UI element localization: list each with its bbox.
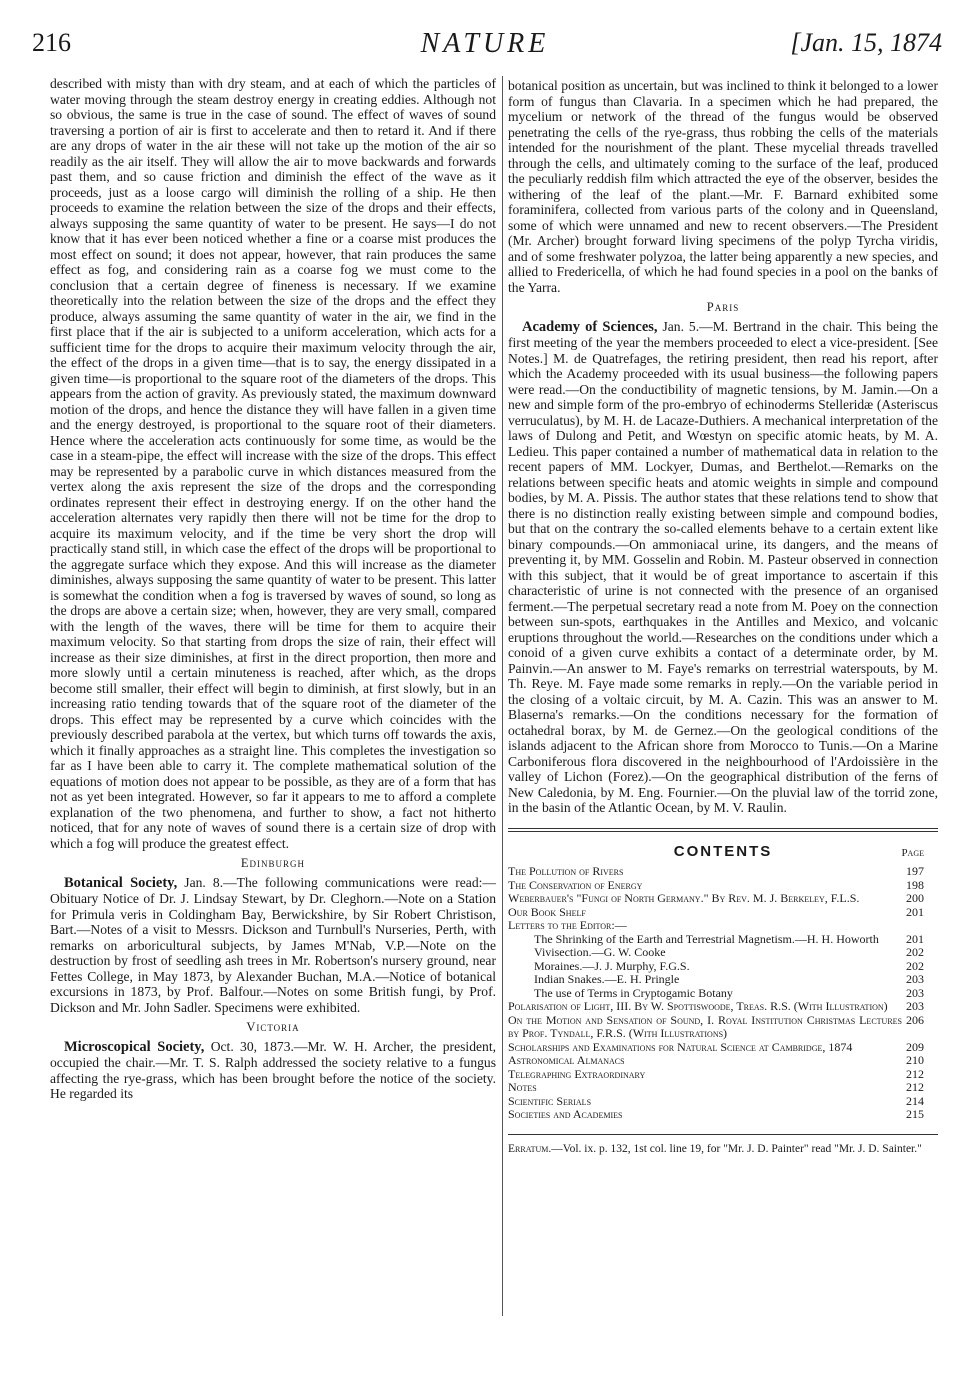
toc-entry-title: Telegraphing Extraordinary <box>508 1066 646 1081</box>
toc-entry-title: Polarisation of Light, III. By W. Spottiswoode, Treas. R.S. (With Illustration) <box>508 999 888 1013</box>
table-of-contents <box>508 865 938 1122</box>
toc-entry-title: Astronomical Almanacs <box>508 1053 625 1067</box>
toc-entry <box>508 960 924 974</box>
society-report <box>508 319 938 816</box>
page-header <box>28 24 942 72</box>
society-report-text: Oct. 30, 1873.—Mr. W. H. Archer, the president, occupied the chair.—Mr. T. S. Ralph addressed the society relative to a fungus affecting the rye-grass, which has been brought before the notice of the society. He regarded its <box>50 1038 496 1101</box>
toc-entry <box>508 1000 924 1014</box>
erratum-text: —Vol. ix. p. 132, 1st col. line 19, for "Mr. J. D. Painter" read "Mr. J. D. Sainter." <box>551 1142 922 1155</box>
toc-entry <box>508 1068 924 1082</box>
toc-entry <box>508 865 924 879</box>
toc-entry-title: The Pollution of Rivers <box>508 864 624 878</box>
page-column-label: Page <box>901 846 924 859</box>
toc-entry <box>508 892 924 906</box>
society-name: Microscopical Society, <box>64 1038 205 1055</box>
toc-entry <box>508 1054 924 1068</box>
toc-entry-title: The Shrinking of the Earth and Terrestrial Magnetism.—H. H. Howorth <box>534 931 879 946</box>
toc-entry <box>508 1108 924 1122</box>
toc-entry-page: 201 <box>906 931 924 946</box>
society-name: Botanical Society, <box>64 874 178 891</box>
toc-entry-page: 203 <box>906 972 924 986</box>
page-number: 216 <box>32 28 71 57</box>
toc-entry-title: The use of Terms in Cryptogamic Botany <box>534 985 733 1000</box>
toc-entry-page <box>902 919 924 933</box>
journal-title: NATURE <box>420 28 550 59</box>
right-column <box>508 78 938 1156</box>
society-report-text: Jan. 5.—M. Bertrand in the chair. This being the first meeting of the year the members proceeded to elect a vice-president. [See Notes.] M. de Quatrefages, the retiring president, then read his report, after which the Academy proceeded with its usual business—the following papers were read.—On the conductibility of magnetic tensions, by M. Jamin.—On a new and simple form of the pro-embryo of echinoderms Stelleridæ (Asteriscus verruculatus), by M. H. de Lacaze-Duthiers. A mechanical interpretation of the laws of Dulong and Petit, and Wœstyn on specific atomic heats, by M. A. Ledieu. This paper contained a number of mathematical data in relation to the recent papers of MM. Lockyer, Dumas, and Berthelot.—Remarks on the relations between specific heats and atomic weights in simple and compound bodies, by M. A. Pissis. The author states that these relations tend to show that there is no distinction really existing between simple and compound bodies, but that on the contrary the so-called elements behave to a certain extent like binary compounds.—On ammoniacal urine, its dangers, and the means of preventing it, by MM. Gosselin and Robin. M. Pasteur observed in connection with this subject, that it would be of great importance to ascertain if this characteristic of urine is not connected with the presence of an organised ferment.—The perpetual secretary read a note from M. Poey on the connection between sun-spots, earthquakes in the Antilles and Mexico, and volcanic eruptions throughout the world.—Researches on the conditions under which a conoid of a given curve exhibits a contact of a determinate order, by M. Painvin.—An answer to M. Faye's remarks on terrestrial waterspouts, by M. Th. Reye. M. Faye made some remarks in reply.—On the variable period in the closing of a voltaic circuit, by M. A. Cazin. This was an answer to M. Blaserna's remarks.—On the conditions necessary for the formation of octahedral borax, by M. de Gernez.—On the geological conditions of the islands adjacent to the African shore from Morocco to Tunis.—On a Marine Carboniferous flora discovered in the neighbourhood of l'Ardoissière in the valley of Lichon (Forez).—On the geographical distribution of the ferns of New Caledonia, by M. Eng. Fournier.—On the pluvial law of the torrid zone, in the basin of the Atlantic Ocean, by M. V. Raulin. <box>508 318 938 815</box>
left-column <box>50 76 496 1102</box>
toc-entry-title: Our Book Shelf <box>508 904 586 919</box>
contents-title: CONTENTS <box>673 842 773 860</box>
toc-entry <box>508 919 924 933</box>
toc-entry <box>508 973 924 987</box>
article-paragraph: botanical position as uncertain, but was inclined to think it belonged to a lower form of fungus than Clavaria. In a specimen which he had prepared, the mycelium or network of the thread of the fungus would be observed penetrating the cells of the rye-grass, thus robbing the cells of the materials intended for the nourishment of the plant. These mycelial threads travelled through the cells, and ultimately coming to the surface of the leaf, produced the peculiarly reddish film which attracted the eye of the observer, besides the withering of the leaf of the plant.—Mr. F. Barnard exhibited some foraminifera, collected from various parts of the colony and in Queensland, some of which were unnamed and new to recent observers.—The President (Mr. Archer) brought forward living specimens of the polyp Tyrcha viridis, and of some freshwater polyzoa, the latter being apparently a new species, and allied to Fredericella, of which he had found species in a pool on the banks of the Yarra. <box>508 78 938 295</box>
toc-entry <box>508 1081 924 1095</box>
toc-entry-page: 210 <box>906 1053 924 1067</box>
section-heading-victoria: Victoria <box>246 1020 300 1034</box>
society-name: Academy of Sciences, <box>522 318 658 335</box>
toc-entry-title: Weberbauer's "Fungi of North Germany." By Rev. M. J. Berkeley, F.L.S. <box>508 891 860 905</box>
erratum-note <box>508 1134 938 1156</box>
toc-entry <box>508 946 924 960</box>
toc-entry-page: 209 <box>906 1039 924 1054</box>
toc-entry-title: Letters to the Editor:— <box>508 918 627 932</box>
toc-entry <box>508 933 924 947</box>
toc-entry-page: 198 <box>906 877 924 892</box>
toc-entry <box>508 879 924 893</box>
article-paragraph: described with misty than with dry steam, and at each of which the particles of water moving through the steam destroy energy in creating eddies. Although not so obvious, the same is true in the case of sound. The effect of waves of sound traversing a portion of air is first to accelerate and then to retard it. And if there are any drops of water in the air these will not take up the motion of the air so readily as the air itself. They will allow the air to move backwards and forwards past them, and so cause friction and diminish the effect of the wave as it proceeds, just as a loose cargo will diminish the rolling of a ship. He then proceeds to examine the relation between the size of the drops and their effects, always supposing the same quantity of water to be present. He says—I do not know that it has ever been noticed whether a fine or a coarse mist produces the most effect on sound; it does not appear, however, that rain produces the same effect as fog, and considering rain as a coarse fog we must come to the conclusion that a certain degree of fineness is necessary. If we examine theoretically into the relation between the size of the drops and the effect they produce, always assuming the same quantity of water in the air, we find in the first place that if the air is subjected to a uniform acceleration, which acts for a sufficient time for the drops to acquire their maximum velocity through the air, the effect of the drops in a given time—that is to say, the energy dissipated in a given time—is proportional to the square root of the diameters of the drops. This appears from the action of gravity. As previously stated, the maximum downward motion of the drops, and hence the distance they will have fallen in a given time and the energy destroyed, is proportional to the square root of their diameters. Hence where the acceleration acts continuously for some time, as would be the case in a steam-pipe, the effect will increase with the size of the drops. This effect may be represented by a parabolic curve in which distances measured from the vertex along the axis represent the size of the drops and the corresponding ordinates represent their effect in destroying energy. If on the other hand the acceleration alternates very rapidly then there will not be time for the drop to acquire its maximum velocity, and if the time be very short the drop will practically stand still, in which case the effect of the drops will be proportional to the aggregate surface which they expose. And this will increase as the diameter diminishes, always supposing the same quantity of water to be present. This latter is somewhat the condition when a fog is traversed by waves of sound, so long as the drops are above a certain size; when, however, they are very small, compared with the length of the waves, there will be time for them to acquire their maximum velocity. So that starting from drops the size of rain, their effect will increase as their size diminishes, at first in the direct proportion, then more and more slowly until a certain minuteness is reached, after which, as the drops become still smaller, their effect will begin to diminish, at first slowly, but in an increasing ratio tending towards that of the square root of the diameter of the drops. This effect may be represented by a curve which coincides with the previously described parabola at the vertex, but which turns off towards the axis, which it finally approaches as a straight line. This completes the investigation so far as I have been able to carry it. The complete mathematical solution of the equations of motion does not appear to be possible, as they are of a form that has not as yet been integrated. However, so far it appears to me to afford a complete explanation of the two phenomena, and further to show, a fact not hitherto noticed, that for any note of waves of sound there is a certain size of drop with which a fog will produce the greatest effect. <box>50 76 496 851</box>
toc-entry-title: Scholarships and Examinations for Natural Science at Cambridge, 1874 <box>508 1039 853 1054</box>
contents-heading <box>508 844 938 860</box>
toc-entry-page: 203 <box>906 999 924 1013</box>
issue-date: [Jan. 15, 1874 <box>790 28 942 57</box>
society-report <box>50 1039 496 1102</box>
toc-entry-title: Scientific Serials <box>508 1093 592 1108</box>
toc-entry-title: Moraines.—J. J. Murphy, F.G.S. <box>534 958 690 973</box>
toc-entry-title: Notes <box>508 1080 537 1094</box>
toc-entry <box>508 1041 924 1055</box>
section-heading-paris: Paris <box>706 300 740 314</box>
double-rule <box>508 828 938 832</box>
toc-entry-page: 201 <box>906 904 924 919</box>
toc-entry-title: Societies and Academies <box>508 1107 623 1121</box>
toc-entry-page: 203 <box>906 985 924 1000</box>
toc-entry-title: On the Motion and Sensation of Sound, I. Royal Institution Christmas Lectures by Prof. Tyndall, F.R.S. (With Illustrations) <box>508 1012 902 1040</box>
toc-entry-title: The Conservation of Energy <box>508 877 643 892</box>
toc-entry-page: 200 <box>906 891 924 905</box>
toc-entry-page: 206 <box>906 1012 924 1027</box>
toc-entry <box>508 1014 924 1041</box>
toc-entry <box>508 906 924 920</box>
toc-entry-title: Vivisection.—G. W. Cooke <box>534 945 666 959</box>
section-heading-edinburgh: Edinburgh <box>240 856 306 870</box>
society-report-text: Jan. 8.—The following communications were read:—Obituary Notice of Dr. J. Lindsay Stewart, by Dr. Cleghorn.—Note on a Station for Primula veris in Coldingham Bay, Berwickshire, by Sir Robert Christison, Bart.—Notes of a visit to Messrs. Dickson and Turnbull's Nurseries, Perth, with remarks on arboricultural subjects, by James M'Nab, V.P.—Note on the destruction by frost of seedling ash trees in Mr. Robertson's nursery ground, near Fettes College, in May 1873, by Alexander Buchan, M.A.—Notice of botanical excursions in 1873, by Prof. Balfour.—Notes on some British fungi, by Prof. Dickson and Mr. John Sadler. Specimens were exhibited. <box>50 874 496 1015</box>
toc-entry-page: 215 <box>906 1107 924 1121</box>
toc-entry-title: Indian Snakes.—E. H. Pringle <box>534 972 680 986</box>
toc-entry-page: 212 <box>906 1080 924 1094</box>
toc-entry <box>508 987 924 1001</box>
toc-entry-page: 202 <box>906 945 924 959</box>
erratum-label: Erratum. <box>508 1142 552 1155</box>
column-divider <box>502 76 503 1316</box>
toc-entry-page: 214 <box>906 1093 924 1108</box>
toc-entry <box>508 1095 924 1109</box>
society-report <box>50 875 496 1016</box>
toc-entry-page: 212 <box>906 1066 924 1081</box>
toc-entry-page: 202 <box>906 958 924 973</box>
toc-entry-page: 197 <box>906 864 924 878</box>
